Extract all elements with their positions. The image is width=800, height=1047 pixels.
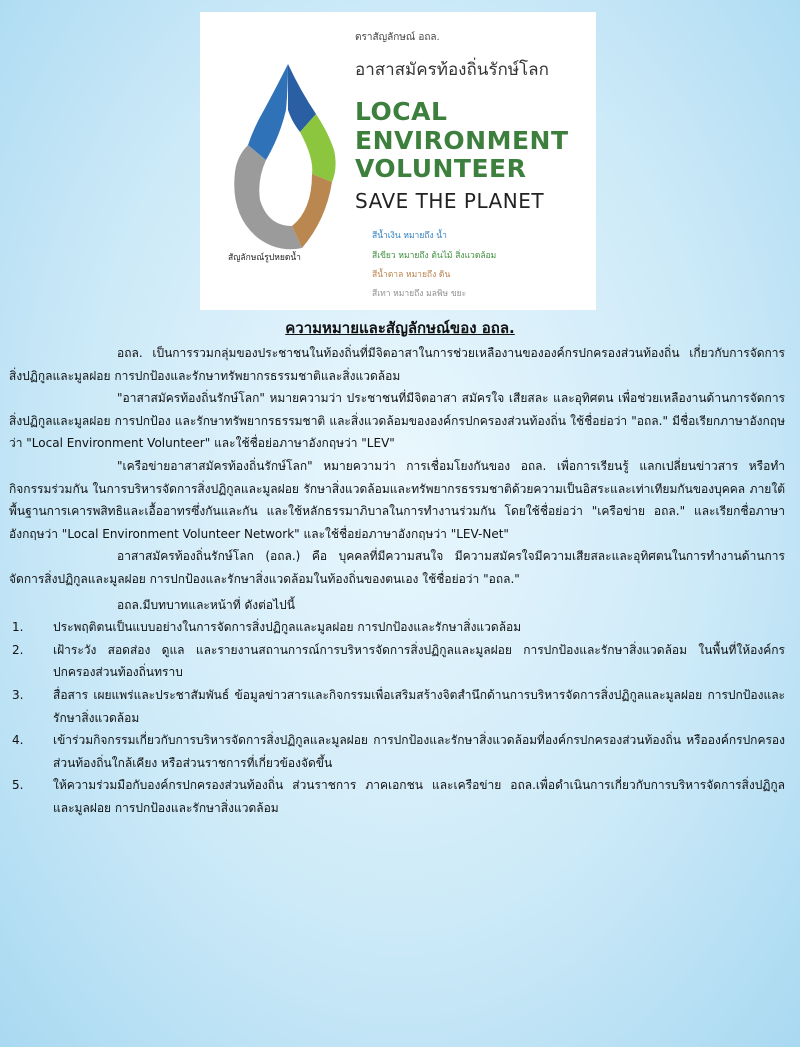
logo-caption-top: ตราสัญลักษณ์ อถล. [355, 32, 440, 43]
list-item-number: 2. [12, 642, 24, 657]
list-item-number: 4. [12, 733, 24, 748]
logo-english-line-3: VOLUNTEER [355, 154, 527, 183]
logo-english-line-2: ENVIRONMENT [355, 126, 569, 155]
list-item-text: ให้ความร่วมมือกับองค์กรปกครองส่วนท้องถิ่น ส่วนราชการ ภาคเอกชน และเครือข่าย อถล.เพื่อดำเนินการเกี่ยวกับการบริหารจัดการสิ่งปฏิกูลและมูลฝอย การปกป้องและรักษาสิ่งแวดล้อม [53, 778, 785, 815]
list-item-number: 5. [12, 778, 24, 793]
drop-blue-segment [248, 64, 288, 160]
legend-brown: สีน้ำตาล หมายถึง ดิน [372, 270, 451, 280]
paragraph-2: "อาสาสมัครท้องถิ่นรักษ์โลก" หมายความว่า ประชาชนที่มีจิตอาสา สมัครใจ เสียสละ และอุทิศตน เพื่อช่วยเหลืองานด้านการจัดการสิ่งปฏิกูลและมูลฝอย การปกป้อง และรักษาทรัพยากรธรรมชาติ และสิ่งแวดล้อมขององค์กรปกครองส่วนท้องถิ่น ใช้ชื่อย่อว่า "อถล." มีชื่อเรียกภาษาอังกฤษว่า "Local Environment Volunteer" และใช้ชื่อย่อภาษาอังกฤษว่า "LEV" [9, 391, 785, 451]
paragraph-3: "เครือข่ายอาสาสมัครท้องถิ่นรักษ์โลก" หมายความว่า การเชื่อมโยงกันของ อถล. เพื่อการเรียนรู้ แลกเปลี่ยนข่าวสาร หรือทำกิจกรรมร่วมกัน ในการบริหารจัดการสิ่งปฏิกูลและมูลฝอย รักษาสิ่งแวดล้อมและทรัพยากรธรรมชาติด้วยความเป็นอิสระและเท่าเทียมกันของบุคคล ภายใต้พื้นฐานการเคารพสิทธิและเอื้ออาทรซึ่งกันและกัน และใช้หลักธรรมาภิบาลในการทำงานร่วมกัน โดยใช้ชื่อย่อว่า "เครือข่าย อถล." และเรียกชื่อภาษาอังกฤษว่า "Local Environment Volunteer Network" และใช้ชื่อย่อภาษาอังกฤษว่า "LEV-Net" [9, 458, 785, 541]
logo-thai-name: อาสาสมัครท้องถิ่นรักษ์โลก [355, 60, 549, 80]
logo-tagline: SAVE THE PLANET [355, 189, 545, 213]
water-drop-icon [220, 50, 350, 260]
roles-intro: อถล.มีบทบาทและหน้าที่ ดังต่อไปนี้ [117, 597, 295, 612]
legend-gray: สีเทา หมายถึง มลพิษ ขยะ [372, 289, 467, 299]
logo-card [200, 12, 596, 310]
drop-inner-white [274, 146, 299, 204]
paragraph-1: อถล. เป็นการรวมกลุ่มของประชาชนในท้องถิ่นที่มีจิตอาสาในการช่วยเหลืองานขององค์กรปกครองส่วนท้องถิ่น เกี่ยวกับการจัดการสิ่งปฏิกูลและมูลฝอย การปกป้องและรักษาทรัพยากรธรรมชาติและสิ่งแวดล้อม [9, 346, 785, 383]
list-item-text: สื่อสาร เผยแพร่และประชาสัมพันธ์ ข้อมูลข่าวสารและกิจกรรมเพื่อเสริมสร้างจิตสำนึกด้านการบริหารจัดการสิ่งปฏิกูลและมูลฝอย การปกป้องและรักษาสิ่งแวดล้อม [53, 687, 785, 725]
list-item [9, 639, 785, 684]
roles-list [9, 616, 785, 819]
logo-english-line-1: LOCAL [355, 97, 448, 126]
list-item [9, 729, 785, 774]
list-item-number: 1. [12, 620, 24, 635]
document-body [9, 342, 785, 819]
list-item-text: เข้าร่วมกิจกรรมเกี่ยวกับการบริหารจัดการสิ่งปฏิกูลและมูลฝอย การปกป้องและรักษาสิ่งแวดล้อมที่องค์กรปกครองส่วนท้องถิ่น หรือองค์กรปกครองส่วนท้องถิ่นใกล้เคียง หรือส่วนราชการที่เกี่ยวข้องจัดขึ้น [53, 733, 785, 770]
legend-blue: สีน้ำเงิน หมายถึง น้ำ [372, 231, 447, 241]
list-item [9, 774, 785, 819]
legend-green: สีเขียว หมายถึง ต้นไม้ สิ่งแวดล้อม [372, 251, 497, 261]
list-item [9, 616, 785, 639]
list-item-number: 3. [12, 687, 24, 702]
paragraph-4: อาสาสมัครท้องถิ่นรักษ์โลก (อถล.) คือ บุคคลที่มีความสนใจ มีความสมัครใจมีความเสียสละและอุทิศตนในการทำงานด้านการจัดการสิ่งปฏิกูลและมูลฝอย การปกป้องและรักษาสิ่งแวดล้อมในท้องถิ่นของตนเอง ใช้ชื่อย่อว่า "อถล." [9, 549, 785, 586]
list-item-text: ประพฤติตนเป็นแบบอย่างในการจัดการสิ่งปฏิกูลและมูลฝอย การปกป้องและรักษาสิ่งแวดล้อม [53, 620, 522, 635]
page-title: ความหมายและสัญลักษณ์ของ อถล. [285, 319, 515, 337]
list-item-text: เฝ้าระวัง สอดส่อง ดูแล และรายงานสถานการณ์การบริหารจัดการสิ่งปฏิกูลและมูลฝอย การปกป้องและรักษาสิ่งแวดล้อม ในพื้นที่ให้องค์กรปกครองส่วนท้องถิ่นทราบ [53, 642, 785, 680]
drop-caption: สัญลักษณ์รูปหยดน้ำ [228, 253, 301, 263]
list-item [9, 684, 785, 729]
